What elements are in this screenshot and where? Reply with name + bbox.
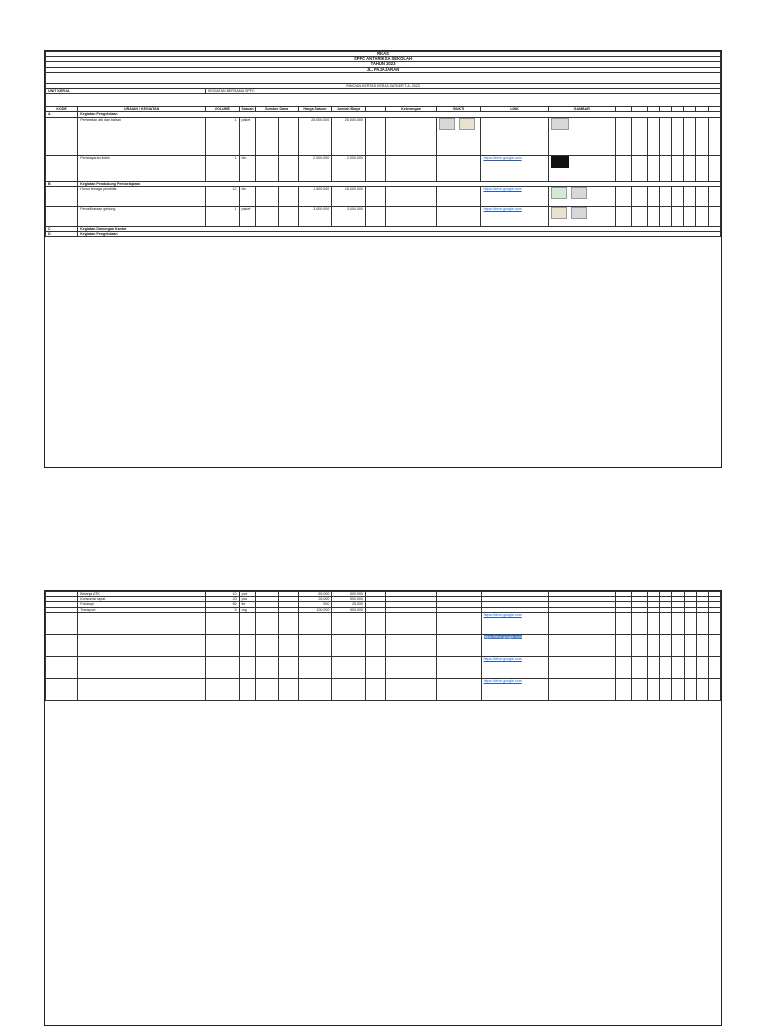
spacer [46,72,721,83]
row-1-link [481,117,548,155]
p2-row-1-harga: 50.000 [298,592,332,597]
row-3-uraian: Honor tenaga pendidik [78,186,206,206]
section-code-c: C [46,226,78,231]
spreadsheet-page-1 [44,50,722,468]
col-satuan: Satuan [239,107,255,112]
sheet-table-1 [45,51,721,237]
row-1-bukti-thumbs [439,118,478,130]
section-label-a: Kegiatan Pengelolaan [78,112,721,117]
row-1-kode [46,117,78,155]
doc-school: SPFC ANTARIKSA SEKOLAH [46,57,721,62]
p2-row-4-uraian: Transport [78,607,206,612]
row-1-uraian: Pembelian atk dan bahan [78,117,206,155]
row-2-link[interactable] [481,155,548,181]
row-2-link-text[interactable]: https://drive.google.com [483,155,522,160]
p2-row-3-harga: 500 [298,602,332,607]
doc-rkas: RKAS [46,52,721,57]
row-4-gambar-thumbs [551,207,613,219]
section-code-d: D [46,232,78,237]
photo-thumbnail-icon [551,207,567,219]
p2-row-4-jumlah: 500.000 [332,607,366,612]
row-1-vol: 1 [205,117,239,155]
p2-row-2-jumlah: 500.000 [332,597,366,602]
row-2-sat: bln [239,155,255,181]
photo-thumbnail-icon [551,187,567,199]
unit-value: KEGIATAN BERSAMA SPFC [205,89,720,94]
section-label-c: Kegiatan Dukungan Kantor [78,226,721,231]
p2-row-3-jumlah: 25.000 [332,602,366,607]
row-4-vol: 1 [205,206,239,226]
row-3-harga: 1.500.000 [298,186,332,206]
row-2-jumlah: 2.000.000 [332,155,366,181]
section-label-b: Kegiatan Pendukung Pembelajaran [78,181,721,186]
col-link: LINK [481,107,548,112]
p2-row-1-jumlah: 500.000 [332,592,366,597]
row-4-gambar [548,206,615,226]
row-1-jumlah: 25.000.000 [332,117,366,155]
row-4-sat: paket [239,206,255,226]
spacer [46,94,721,107]
row-4-link-text[interactable]: https://drive.google.com [483,206,522,211]
p2-row-1-uraian: Belanja ATK [78,592,206,597]
row-1-sat: paket [239,117,255,155]
row-4-link[interactable] [481,206,548,226]
row-4-harga: 3.000.000 [298,206,332,226]
p2-row-4-sat: org [239,607,255,612]
row-3-link-text[interactable]: https://drive.google.com [483,186,522,191]
row-1-ket [386,117,437,155]
row-3-gambar [548,186,615,206]
section-label-d: Kegiatan Pengelolaan [78,232,721,237]
col-uraian: URAIAN / KEGIATAN [78,107,206,112]
col-sumber: Sumber Dana [255,107,298,112]
row-4-jumlah: 3.000.000 [332,206,366,226]
p2-link-cell-4[interactable] [481,678,548,700]
p2-link-2[interactable]: https://drive.google.com [483,634,522,639]
p2-link-cell-1[interactable] [481,612,548,634]
p2-row-1-sat: pcs [239,592,255,597]
row-1-blank [365,117,385,155]
p2-link-cell-3[interactable] [481,656,548,678]
photo-thumbnail-icon [571,207,587,219]
p2-row-3-vol: 50 [206,602,240,607]
row-3-link[interactable] [481,186,548,206]
spreadsheet-page-2 [44,590,722,1026]
row-1-gambar [548,117,615,155]
section-code-a: A [46,112,78,117]
video-thumbnail-icon [551,156,569,168]
col-jumlah: Jumlah Biaya [332,107,366,112]
row-2-uraian: Pembayaran listrik [78,155,206,181]
unit-label: UNIT KERJA [46,89,206,94]
p2-link-cell-2[interactable] [481,634,548,656]
row-3-jumlah: 18.000.000 [332,186,366,206]
p2-row-3-sat: lbr [239,602,255,607]
doc-notes: RINCIAN KERTAS KERJA SATKER T.A. 2023 [46,83,721,88]
p2-row-2-sat: pcs [239,597,255,602]
p2-row-2-uraian: Konsumsi rapat [78,597,206,602]
row-3-bukti [437,186,481,206]
p2-row-1-vol: 10 [206,592,240,597]
p2-row-2-vol: 20 [206,597,240,602]
row-1-empty [255,117,278,155]
document-thumbnail-icon [439,118,455,130]
row-1-empty2 [278,117,298,155]
row-3-vol: 12 [205,186,239,206]
row-1-bukti [437,117,481,155]
row-4-bukti [437,206,481,226]
p2-row-3-uraian: Fotokopi [78,602,206,607]
row-2-vol: 1 [205,155,239,181]
row-3-gambar-thumbs [551,187,613,199]
photo-thumbnail-icon [551,118,569,130]
col-keterangan: Keterangan [386,107,437,112]
p2-row-2-harga: 25.000 [298,597,332,602]
row-2-harga: 2.000.000 [298,155,332,181]
col-kode: KODE [46,107,78,112]
doc-address: JL. PAJAJARAN [46,67,721,72]
p2-link-4[interactable]: https://drive.google.com [483,678,522,683]
section-code-b: B [46,181,78,186]
row-1-harga: 25.000.000 [298,117,332,155]
row-4-uraian: Pemeliharaan gedung [78,206,206,226]
document-thumbnail-icon [459,118,475,130]
photo-thumbnail-icon [571,187,587,199]
doc-year: TAHUN 2023 [46,62,721,67]
col-gambar: GAMBAR [548,107,615,112]
row-2-bukti [437,155,481,181]
col-harga: Harga Satuan [298,107,332,112]
row-2-gambar [548,155,615,181]
p2-link-3[interactable]: https://drive.google.com [483,656,522,661]
p2-row-4-vol: 5 [206,607,240,612]
col-bukti: BUKTI [437,107,481,112]
p2-row-4-harga: 100.000 [298,607,332,612]
col-volume: VOLUME [205,107,239,112]
row-3-sat: bln [239,186,255,206]
sheet-table-2 [45,591,721,701]
row-2-kode [46,155,78,181]
p2-link-1[interactable]: https://drive.google.com [483,612,522,617]
